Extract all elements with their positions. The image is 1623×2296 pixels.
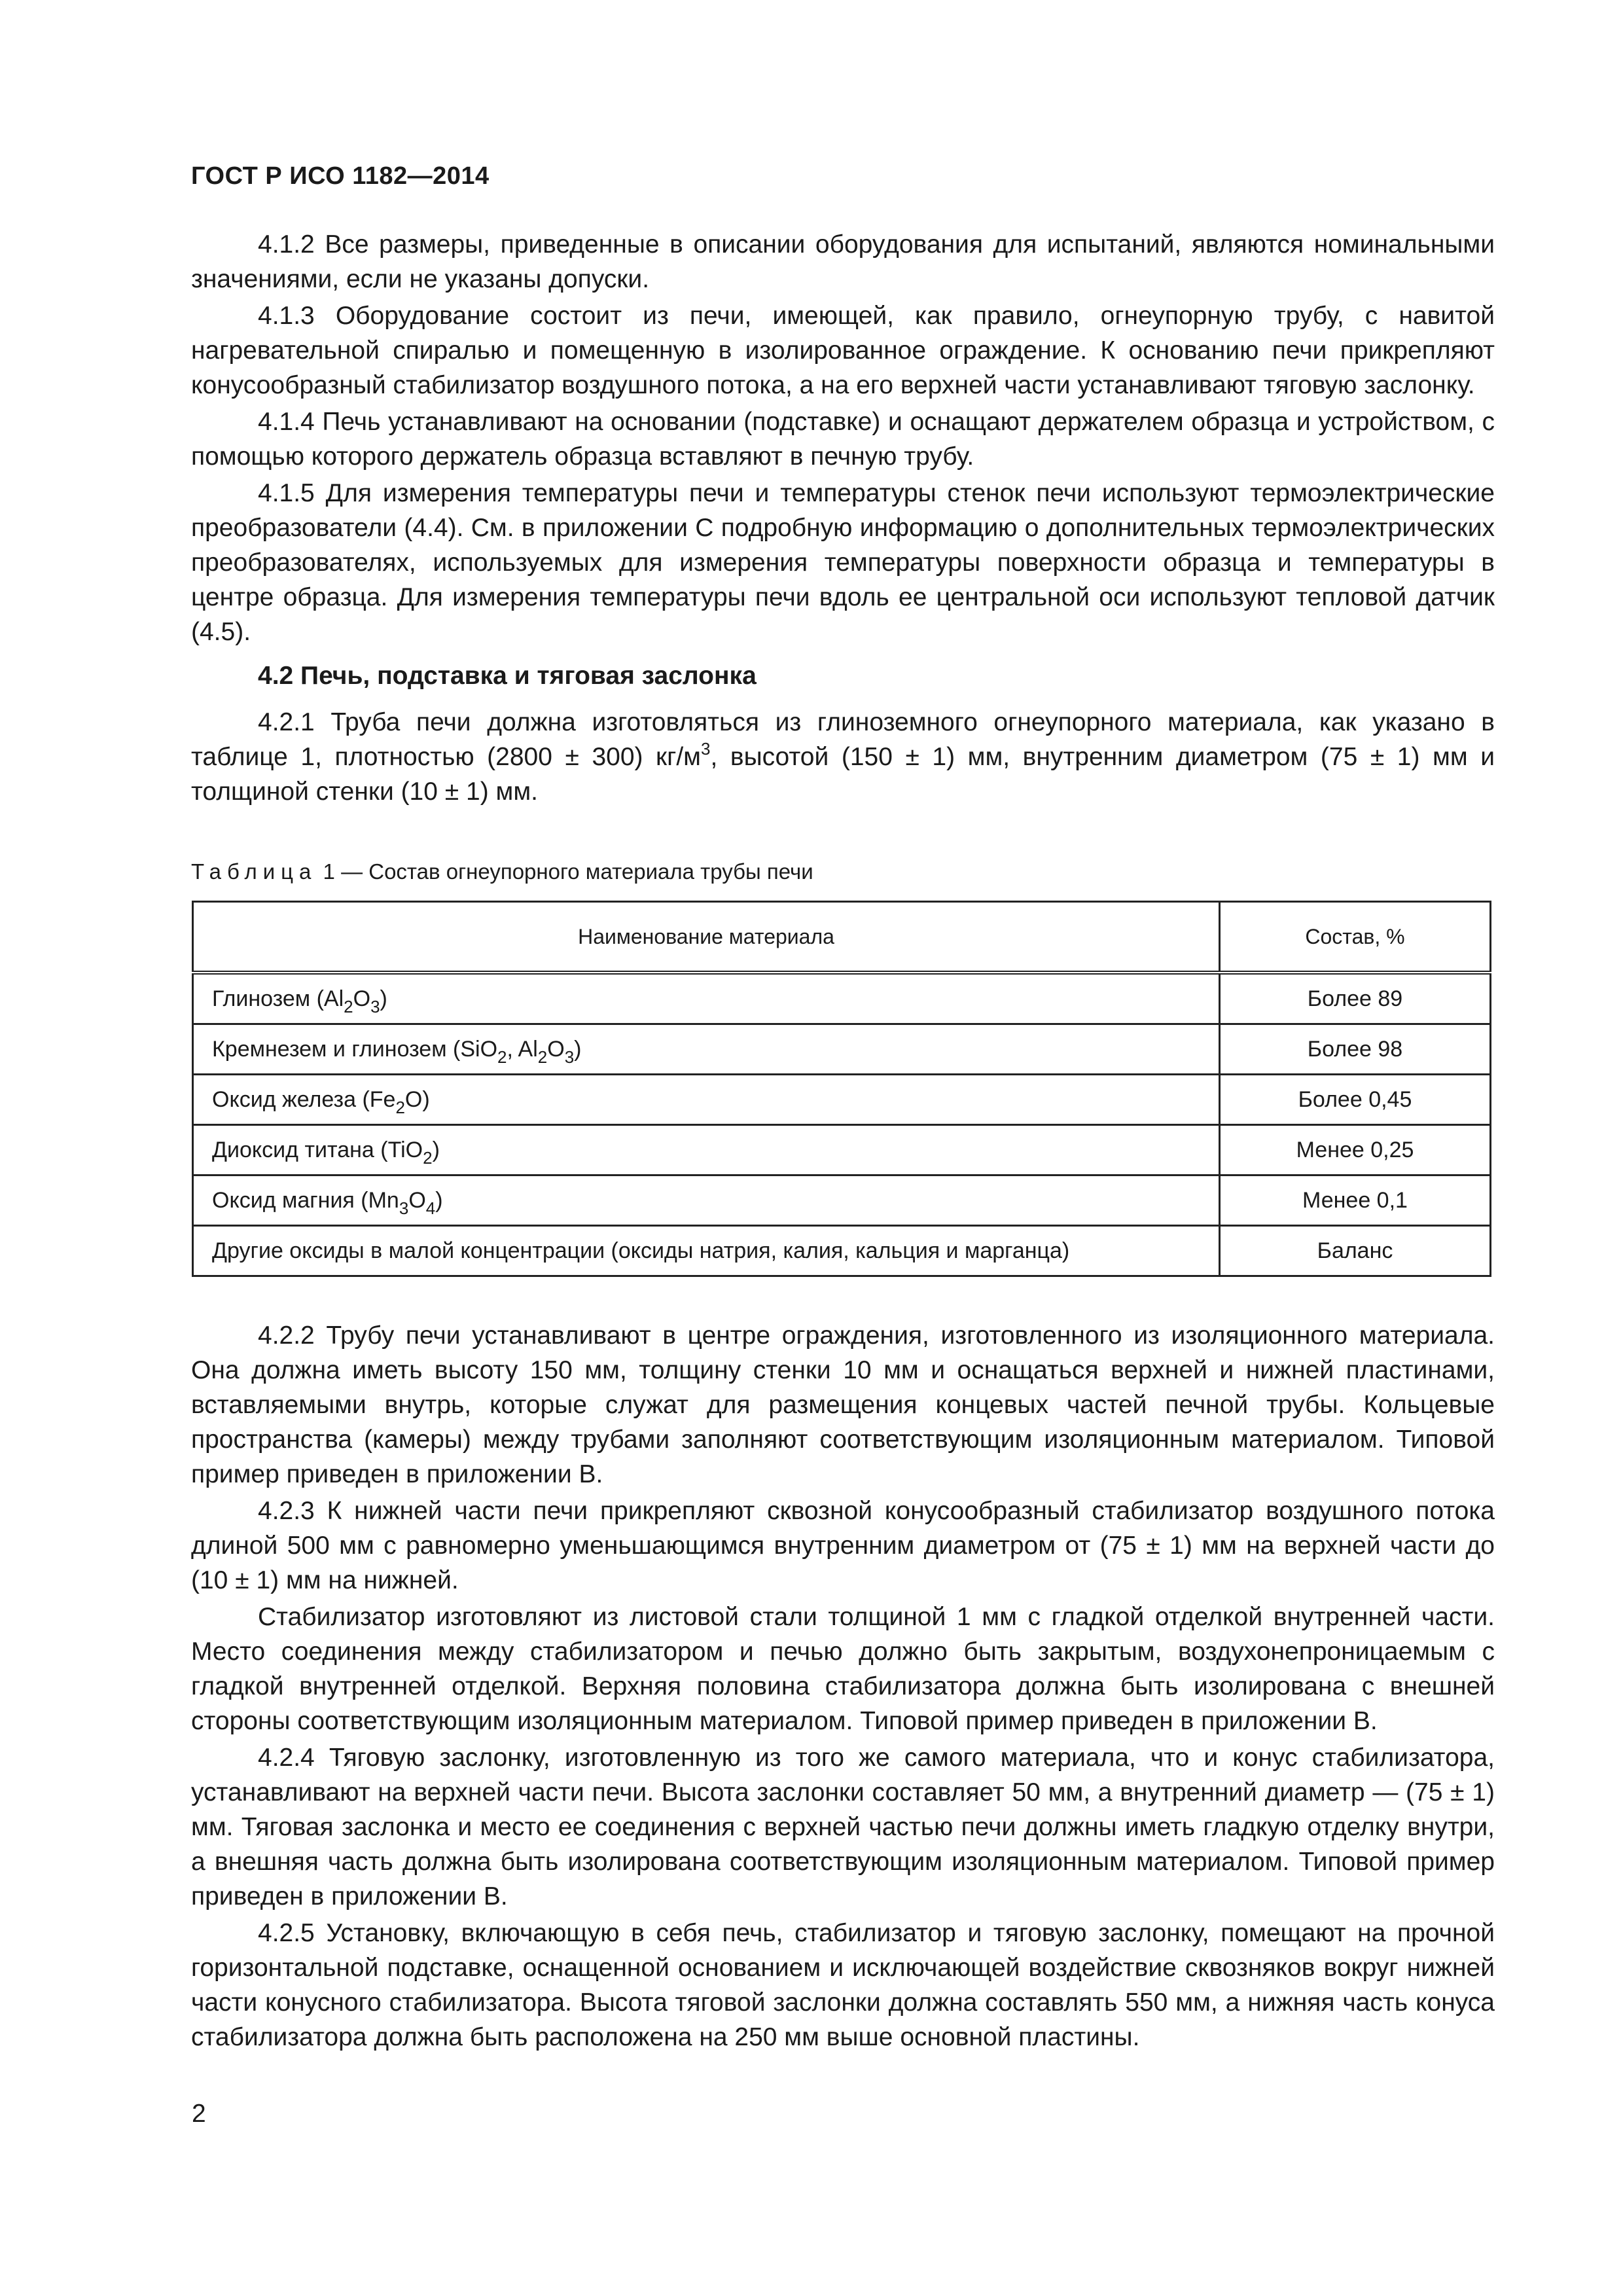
table-caption — [191, 859, 813, 884]
cell-composition: Более 0,45 — [1220, 1075, 1491, 1125]
formula-text: Кремнезем и глинозем (SiO — [212, 1036, 498, 1062]
formula-text: Оксид магния (Mn — [212, 1187, 399, 1213]
table-row — [193, 1024, 1491, 1075]
cell-composition: Более 89 — [1220, 973, 1491, 1024]
cell-material-name — [193, 973, 1220, 1024]
formula-subscript: 2 — [344, 996, 353, 1016]
cell-material-name — [193, 1075, 1220, 1125]
formula-text: O — [353, 986, 371, 1011]
text-block-top — [191, 227, 1495, 811]
table-row — [193, 1175, 1491, 1226]
cell-composition: Более 98 — [1220, 1024, 1491, 1075]
formula-text: , Al — [507, 1036, 538, 1062]
table-body — [193, 973, 1491, 1276]
formula-text: Оксид железа (Fe — [212, 1086, 396, 1112]
paragraph-4-2-1-part-b: , высотой (150 ± 1) мм, внутренним диаметром (75 ± 1) мм и толщиной стенки (10 ± 1) мм. — [191, 743, 1495, 806]
superscript-cubic: 3 — [701, 739, 711, 759]
formula-subscript: 2 — [423, 1147, 433, 1168]
section-title-4-2: 4.2 Печь, подставка и тяговая заслонка — [258, 662, 757, 690]
table-header-row — [193, 902, 1491, 973]
table-caption-prefix: Таблица — [191, 859, 317, 884]
formula-text: O — [408, 1187, 426, 1213]
paragraph-4-2-1 — [191, 705, 1495, 809]
table-row — [193, 973, 1491, 1024]
formula-text: O) — [404, 1086, 430, 1112]
paragraph-4-1-2: 4.1.2 Все размеры, приведенные в описании оборудования для испытаний, являются номинальными значениями, если не указаны допуски. — [191, 230, 1495, 293]
cell-composition: Менее 0,25 — [1220, 1125, 1491, 1175]
formula-text: O — [547, 1036, 565, 1062]
paragraph-4-1-4: 4.1.4 Печь устанавливают на основании (подставке) и оснащают держателем образца и устройством, с помощью которого держатель образца вставляют в печную трубу. — [191, 408, 1495, 471]
cell-composition: Менее 0,1 — [1220, 1175, 1491, 1226]
formula-subscript: 3 — [370, 996, 380, 1016]
formula-text: Диоксид титана (TiO — [212, 1137, 423, 1162]
paragraph-4-2-4: 4.2.4 Тяговую заслонку, изготовленную из того же самого материала, что и конус стабилизатора, устанавливают на верхней части печи. Высота заслонки составляет 50 мм, а внутренний диаметр — (75 ± 1) мм. Тяговая заслонка и место ее соединения с верхней частью печи должны иметь гладкую отделку внутри, а внешняя часть должна быть изолирована соответствующим изоляционным материалом. Типовой пример приведен в приложении В. — [191, 1744, 1495, 1910]
cell-material-name — [193, 1024, 1220, 1075]
formula-text: ) — [574, 1036, 582, 1062]
paragraph-4-1-3: 4.1.3 Оборудование состоит из печи, имеющей, как правило, огнеупорную трубу, с навитой нагревательной спиралью и помещенную в изолированное ограждение. К основанию печи прикрепляют конусообразный стабилизатор воздушного потока, а на его верхней части устанавливают тяговую заслонку. — [191, 302, 1495, 399]
header-composition: Состав, % — [1220, 902, 1491, 973]
formula-text: Глинозем (Al — [212, 986, 344, 1011]
formula-subscript: 3 — [564, 1047, 575, 1067]
paragraph-4-2-3: 4.2.3 К нижней части печи прикрепляют сквозной конусообразный стабилизатор воздушного потока длиной 500 мм с равномерно уменьшающимся внутренним диаметром от (75 ± 1) мм на верхней части до (10 ± 1) мм на нижней. — [191, 1497, 1495, 1594]
formula-subscript: 4 — [425, 1198, 436, 1218]
paragraph-4-2-2: 4.2.2 Трубу печи устанавливают в центре ограждения, изготовленного из изоляционного материала. Она должна иметь высоту 150 мм, толщину стенки 10 мм и оснащаться верхней и нижней пластинами, вставляемыми внутрь, которые служат для размещения концевых частей печной трубы. Кольцевые пространства (камеры) между трубами заполняют соответствующим изоляционным материалом. Типовой пример приведен в приложении В. — [191, 1321, 1495, 1488]
text-block-bottom — [191, 1318, 1495, 2056]
materials-table — [192, 901, 1491, 1277]
paragraph-4-2-3-stabilizer: Стабилизатор изготовляют из листовой стали толщиной 1 мм с гладкой отделкой внутренней части. Место соединения между стабилизатором и печью должно быть закрытым, воздухонепроницаемым с гладкой внутренней отделкой. Верхняя половина стабилизатора должна быть изолирована с внешней стороны соответствующим изоляционным материалом. Типовой пример приведен в приложении В. — [191, 1603, 1495, 1735]
paragraph-4-1-5: 4.1.5 Для измерения температуры печи и температуры стенок печи используют термоэлектрические преобразователи (4.4). См. в приложении С подробную информацию о дополнительных термоэлектрических преобразователях, используемых для измерения температуры поверхности образца и температуры в центре образца. Для измерения температуры печи вдоль ее центральной оси используют тепловой датчик (4.5). — [191, 479, 1495, 646]
formula-subscript: 2 — [395, 1097, 405, 1117]
formula-subscript: 2 — [537, 1047, 548, 1067]
table-row — [193, 1226, 1491, 1276]
formula-text: ) — [435, 1187, 443, 1213]
cell-material-name — [193, 1226, 1220, 1276]
table-caption-title: 1 — Состав огнеупорного материала трубы печи — [317, 859, 813, 884]
formula-subscript: 3 — [399, 1198, 409, 1218]
formula-subscript: 2 — [497, 1047, 507, 1067]
cell-material-name — [193, 1125, 1220, 1175]
formula-text: ) — [432, 1137, 440, 1162]
cell-material-name — [193, 1175, 1220, 1226]
table-row — [193, 1125, 1491, 1175]
document-header: ГОСТ Р ИСО 1182—2014 — [191, 162, 490, 190]
table-row — [193, 1075, 1491, 1125]
header-material-name: Наименование материала — [193, 902, 1220, 973]
cell-composition: Баланс — [1220, 1226, 1491, 1276]
formula-text: Другие оксиды в малой концентрации (оксиды натрия, калия, кальция и марганца) — [212, 1238, 1070, 1263]
paragraph-4-2-1-part-a: 4.2.1 Труба печи должна изготовляться из глиноземного огнеупорного материала, как указано в таблице 1, плотностью (2800 ± 300) кг/м — [191, 708, 1495, 771]
page-number: 2 — [192, 2100, 206, 2128]
formula-text: ) — [380, 986, 387, 1011]
paragraph-4-2-5: 4.2.5 Установку, включающую в себя печь, стабилизатор и тяговую заслонку, помещают на прочной горизонтальной подставке, оснащенной основанием и исключающей воздействие сквозняков вокруг нижней части конусного стабилизатора. Высота тяговой заслонки должна составлять 550 мм, а нижняя часть конуса стабилизатора должна быть расположена на 250 мм выше основной пластины. — [191, 1919, 1495, 2051]
